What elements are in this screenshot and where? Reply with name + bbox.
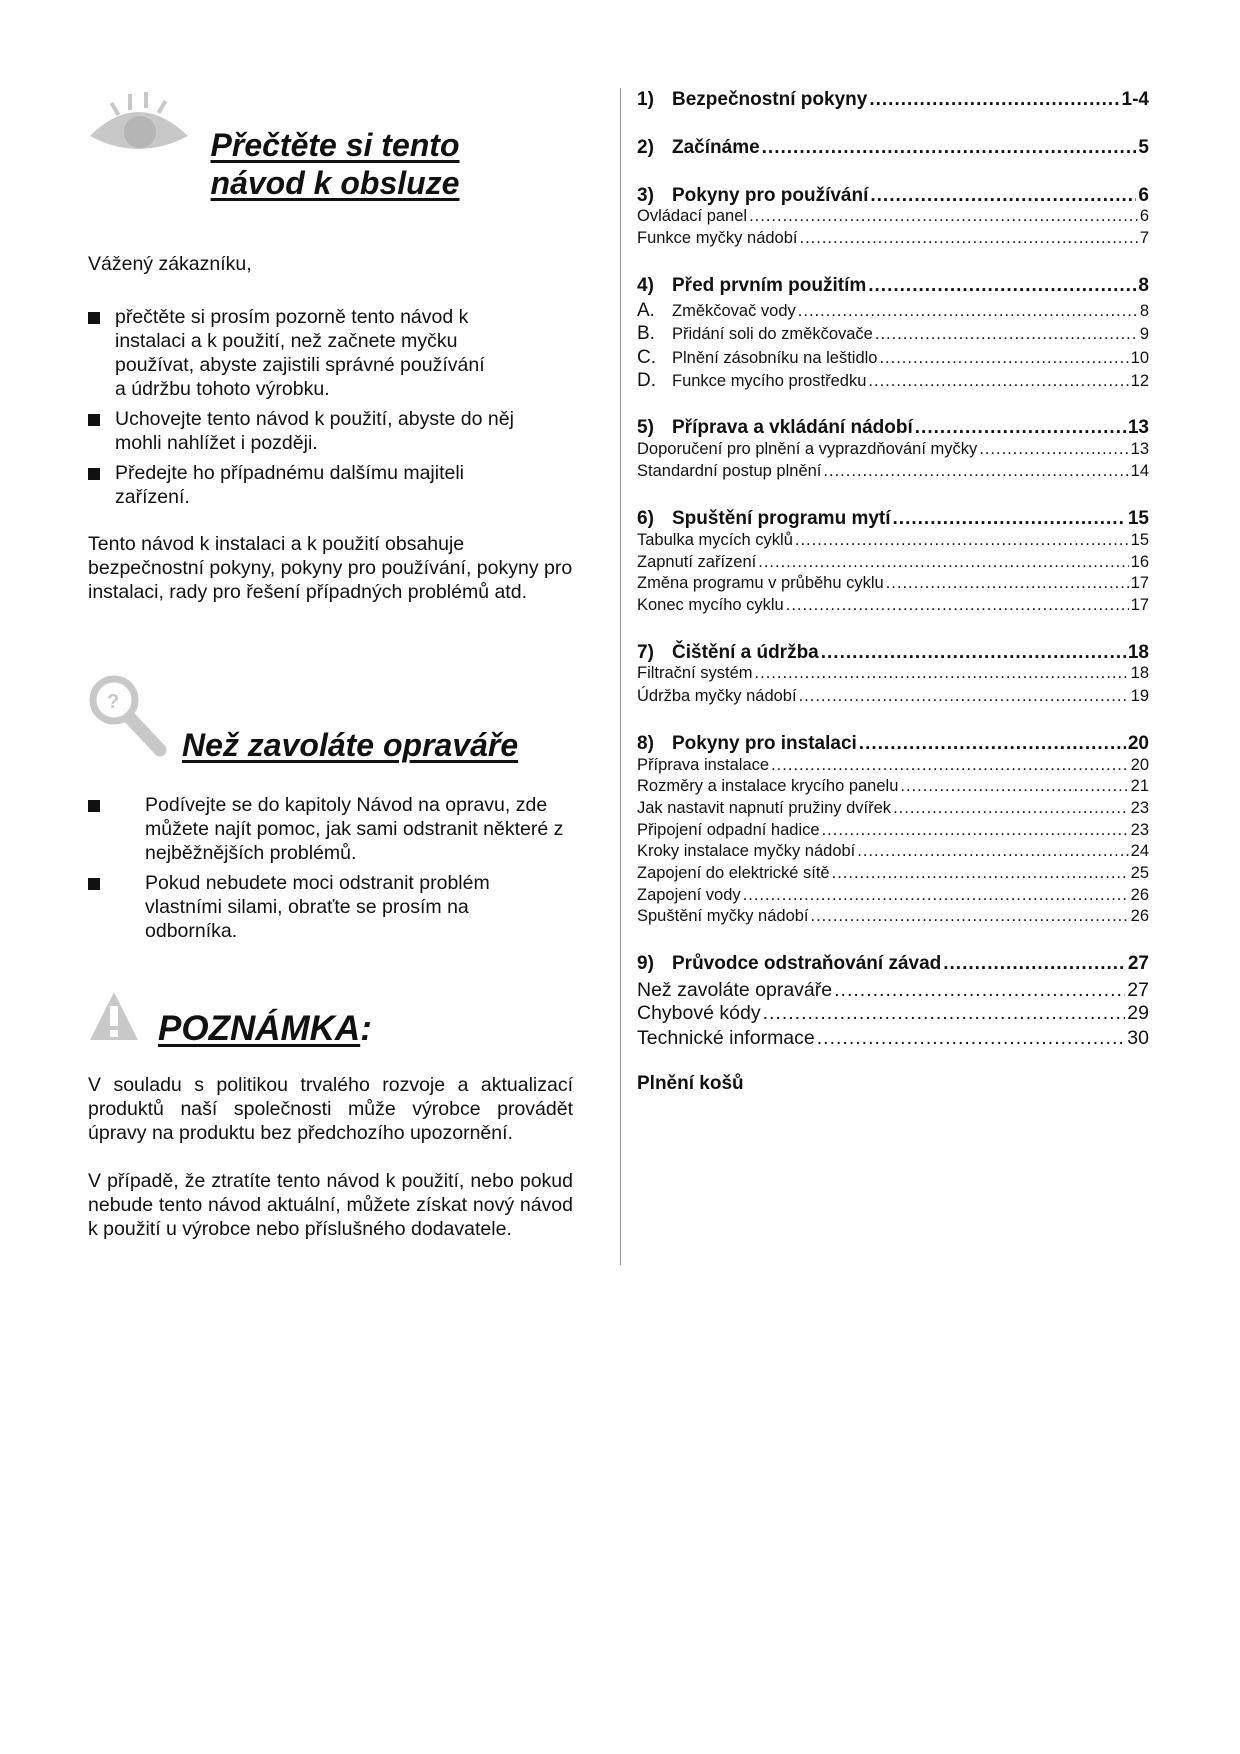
toc-entry[interactable] (637, 907, 1149, 926)
toc-entry[interactable] (637, 300, 1149, 322)
toc-label: Začínáme (672, 137, 760, 158)
column-divider (620, 88, 621, 1265)
toc-number: C. (637, 347, 656, 368)
toc-entry[interactable] (637, 207, 1149, 226)
toc-label: Bezpečnostní pokyny (672, 89, 868, 110)
toc-chapter[interactable] (637, 508, 1149, 530)
toc-number: D. (637, 370, 656, 391)
toc-number: 5) (637, 417, 654, 438)
toc-chapter[interactable] (637, 137, 1149, 159)
toc-number: 1) (637, 89, 654, 110)
list-item (88, 871, 515, 943)
toc-entry[interactable] (637, 553, 1149, 572)
toc-dot-leader (798, 302, 1138, 321)
read-manual-title (190, 126, 480, 202)
toc-page-number: 6 (1138, 185, 1149, 206)
toc-dot-leader (811, 907, 1129, 926)
toc-label: Spuštění programu mytí (672, 508, 891, 529)
toc-label: Než zavoláte opraváře (637, 979, 833, 1001)
toc-page-number: 7 (1139, 229, 1149, 247)
toc-dot-leader (868, 275, 1136, 297)
list-item-text: Pokud nebudete moci odstranit problém vlastními silami, obraťte se prosím na odborníka. (145, 872, 490, 942)
toc-label: Konec mycího cyklu (637, 596, 784, 614)
toc-entry[interactable] (637, 777, 1149, 796)
toc-page-number: 18 (1127, 642, 1149, 663)
toc-dot-leader (900, 777, 1128, 796)
toc-dot-leader (875, 325, 1138, 344)
toc-label: Příprava a vkládání nádobí (672, 417, 913, 438)
eye-icon (88, 92, 190, 158)
bullet-square-icon (88, 414, 100, 426)
toc-chapter[interactable] (637, 642, 1149, 664)
bullet-list-repair (88, 793, 568, 943)
bullet-square-icon (88, 878, 100, 890)
toc-dot-leader (823, 462, 1128, 481)
toc-number: A. (637, 300, 655, 321)
toc-page-number: 17 (1130, 596, 1149, 614)
toc-page-number: 19 (1130, 687, 1149, 705)
baskets-heading: Plnění košů (637, 1073, 744, 1094)
toc-label: Změna programu v průběhu cyklu (637, 574, 884, 592)
bullet-square-icon (88, 312, 100, 324)
bullet-square-icon (88, 800, 100, 812)
list-item-text: Podívejte se do kapitoly Návod na opravu, zde můžete najít pomoc, jak sami odstranit některé z nejběžnějších problémů. (145, 794, 564, 864)
toc-page-number: 29 (1127, 1002, 1149, 1024)
toc-dot-leader (869, 89, 1119, 111)
toc-label: Průvodce odstraňování závad (672, 953, 942, 974)
toc-dot-leader (822, 821, 1129, 840)
toc-number: 7) (637, 642, 654, 663)
toc-page-number: 10 (1130, 349, 1149, 367)
repair-title: Než zavoláte opraváře (182, 727, 519, 763)
note-title (158, 1008, 372, 1050)
note-title-text: POZNÁMKA (158, 1009, 361, 1048)
toc-label: Spuštění myčky nádobí (637, 907, 809, 925)
list-item (88, 461, 495, 509)
toc-label: Jak nastavit napnutí pružiny dvířek (637, 799, 892, 817)
toc-page-number: 5 (1138, 137, 1149, 158)
toc-dot-leader (832, 864, 1129, 883)
toc-dot-leader (943, 953, 1126, 975)
toc-page-number: 8 (1138, 275, 1149, 296)
toc-label: Kroky instalace myčky nádobí (637, 842, 856, 860)
toc-dot-leader (821, 642, 1126, 664)
toc-entry[interactable] (637, 886, 1149, 905)
list-item (88, 305, 495, 401)
toc-page-number: 15 (1130, 531, 1149, 549)
svg-text:?: ? (107, 691, 120, 713)
toc-dot-leader (786, 596, 1129, 615)
list-item-text: přečtěte si prosím pozorně tento návod k instalaci a k použití, než začnete myčku používat, abyste zajistili správné používání a údržbu tohoto výrobku. (115, 306, 485, 400)
toc-dot-leader (979, 440, 1128, 459)
toc-entry[interactable] (637, 347, 1149, 369)
toc-dot-leader (915, 417, 1126, 439)
toc-page-number: 9 (1139, 325, 1149, 343)
toc-dot-leader (749, 207, 1138, 226)
toc-label: Rozměry a instalace krycího panelu (637, 777, 899, 795)
toc-label: Zapnutí zařízení (637, 553, 757, 571)
toc-dot-leader (758, 553, 1128, 572)
toc-page-number: 21 (1130, 777, 1149, 795)
toc-page-number: 13 (1127, 417, 1149, 438)
toc-chapter[interactable] (637, 185, 1149, 207)
bullet-list-intro (88, 305, 558, 509)
toc-number: B. (637, 323, 655, 344)
toc-entry[interactable] (637, 229, 1149, 248)
bullet-square-icon (88, 468, 100, 480)
toc-entry[interactable] (637, 531, 1149, 550)
toc-entry[interactable] (637, 370, 1149, 392)
toc-chapter[interactable] (637, 417, 1149, 439)
toc-entry[interactable] (637, 664, 1149, 683)
toc-dot-leader (771, 756, 1129, 775)
toc-label: Přidání soli do změkčovače (672, 325, 873, 343)
toc-dot-leader (859, 733, 1126, 755)
toc-label: Tabulka mycích cyklů (637, 531, 793, 549)
toc-chapter[interactable] (637, 89, 1149, 111)
list-item (88, 793, 568, 865)
toc-entry[interactable] (637, 799, 1149, 818)
toc-number: 4) (637, 275, 654, 296)
list-item-text: Předejte ho případnému dalšímu majiteli zařízení. (115, 462, 465, 508)
toc-label: Ovládací panel (637, 207, 748, 225)
toc-page-number: 24 (1130, 842, 1149, 860)
toc-page-number: 20 (1130, 756, 1149, 774)
title-line-1: Přečtěte si tento (210, 127, 460, 163)
note-paragraph-2: V případě, že ztratíte tento návod k použití, nebo pokud nebude tento návod aktuální, můžete získat nový návod k použití u výrobce nebo příslušného dodavatele. (88, 1170, 573, 1240)
toc-page-number: 14 (1130, 462, 1149, 480)
toc-chapter[interactable] (637, 953, 1149, 975)
toc-dot-leader (893, 799, 1129, 818)
toc-entry[interactable] (637, 756, 1149, 775)
toc-number: 9) (637, 953, 654, 974)
toc-entry[interactable] (637, 687, 1149, 706)
toc-entry[interactable] (637, 1002, 1149, 1025)
toc-label: Změkčovač vody (672, 302, 796, 320)
warning-icon (88, 990, 140, 1044)
toc-page-number: 23 (1130, 799, 1149, 817)
toc-entry[interactable] (637, 1027, 1149, 1050)
greeting: Vážený zákazníku, (88, 253, 252, 275)
toc-page-number: 23 (1130, 821, 1149, 839)
toc-page-number: 17 (1130, 574, 1149, 592)
toc-page-number: 16 (1130, 553, 1149, 571)
toc-dot-leader (893, 508, 1126, 530)
toc-dot-leader (799, 687, 1129, 706)
toc-entry[interactable] (637, 323, 1149, 345)
toc-dot-leader (817, 1027, 1126, 1050)
toc-label: Čištění a údržba (672, 642, 819, 663)
list-item (88, 407, 545, 455)
toc-dot-leader (743, 886, 1129, 905)
toc-page-number: 30 (1127, 1027, 1149, 1049)
toc-entry[interactable] (637, 842, 1149, 861)
toc-page-number: 25 (1130, 864, 1149, 882)
toc-label: Filtrační systém (637, 664, 753, 682)
toc-number: 3) (637, 185, 654, 206)
toc-dot-leader (886, 574, 1129, 593)
toc-dot-leader (755, 664, 1129, 683)
toc-page-number: 26 (1130, 886, 1149, 904)
toc-page-number: 27 (1127, 979, 1149, 1001)
toc-chapter[interactable] (637, 733, 1149, 755)
toc-page-number: 15 (1127, 508, 1149, 529)
toc-entry[interactable] (637, 979, 1149, 1002)
toc-label: Příprava instalace (637, 756, 770, 774)
toc-dot-leader (879, 349, 1128, 368)
toc-page-number: 6 (1139, 207, 1149, 225)
toc-label: Chybové kódy (637, 1002, 761, 1024)
toc-label: Funkce myčky nádobí (637, 229, 798, 247)
intro-paragraph: Tento návod k instalaci a k použití obsahuje bezpečnostní pokyny, pokyny pro používání, pokyny pro instalaci, rady pro řešení případných problémů atd. (88, 533, 573, 603)
toc-entry[interactable] (637, 574, 1149, 593)
toc-chapter[interactable] (637, 275, 1149, 297)
toc-number: 2) (637, 137, 654, 158)
magnifier-question-icon (88, 674, 168, 760)
toc-label: Doporučení pro plnění a vyprazdňování myčky (637, 440, 978, 458)
toc-dot-leader (857, 842, 1128, 861)
toc-page-number: 18 (1130, 664, 1149, 682)
toc-page-number: 13 (1130, 440, 1149, 458)
note-title-colon: : (360, 1009, 372, 1048)
toc-entry[interactable] (637, 596, 1149, 615)
toc-label: Technické informace (637, 1027, 815, 1049)
toc-entry[interactable] (637, 462, 1149, 481)
note-paragraph-1: V souladu s politikou trvalého rozvoje a aktualizací produktů naší společnosti může výrobce provádět úpravy na produktu bez předchozího upozornění. (88, 1074, 573, 1144)
toc-number: 6) (637, 508, 654, 529)
toc-label: Před prvním použitím (672, 275, 867, 296)
toc-page-number: 27 (1127, 953, 1149, 974)
toc-page-number: 8 (1139, 302, 1149, 320)
toc-label: Zapojení vody (637, 886, 741, 904)
toc-label: Funkce mycího prostředku (672, 372, 867, 390)
toc-label: Údržba myčky nádobí (637, 687, 797, 705)
toc-dot-leader (870, 185, 1136, 207)
toc-number: 8) (637, 733, 654, 754)
toc-label: Připojení odpadní hadice (637, 821, 820, 839)
toc-entry[interactable] (637, 821, 1149, 840)
toc-label: Zapojení do elektrické sítě (637, 864, 830, 882)
title-line-2: návod k obsluze (210, 165, 460, 201)
toc-label: Pokyny pro instalaci (672, 733, 857, 754)
toc-dot-leader (868, 372, 1128, 391)
toc-page-number: 20 (1127, 733, 1149, 754)
toc-label: Plnění zásobníku na leštidlo (672, 349, 878, 367)
toc-label: Standardní postup plnění (637, 462, 822, 480)
toc-label: Pokyny pro používání (672, 185, 869, 206)
toc-dot-leader (800, 229, 1138, 248)
toc-entry[interactable] (637, 864, 1149, 883)
toc-page-number: 1-4 (1121, 89, 1149, 110)
list-item-text: Uchovejte tento návod k použití, abyste do něj mohli nahlížet i později. (115, 408, 514, 454)
toc-page-number: 26 (1130, 907, 1149, 925)
toc-entry[interactable] (637, 440, 1149, 459)
toc-page-number: 12 (1130, 372, 1149, 390)
toc-dot-leader (834, 979, 1125, 1002)
toc-dot-leader (763, 1002, 1126, 1025)
toc-dot-leader (795, 531, 1129, 550)
toc-dot-leader (762, 137, 1137, 159)
